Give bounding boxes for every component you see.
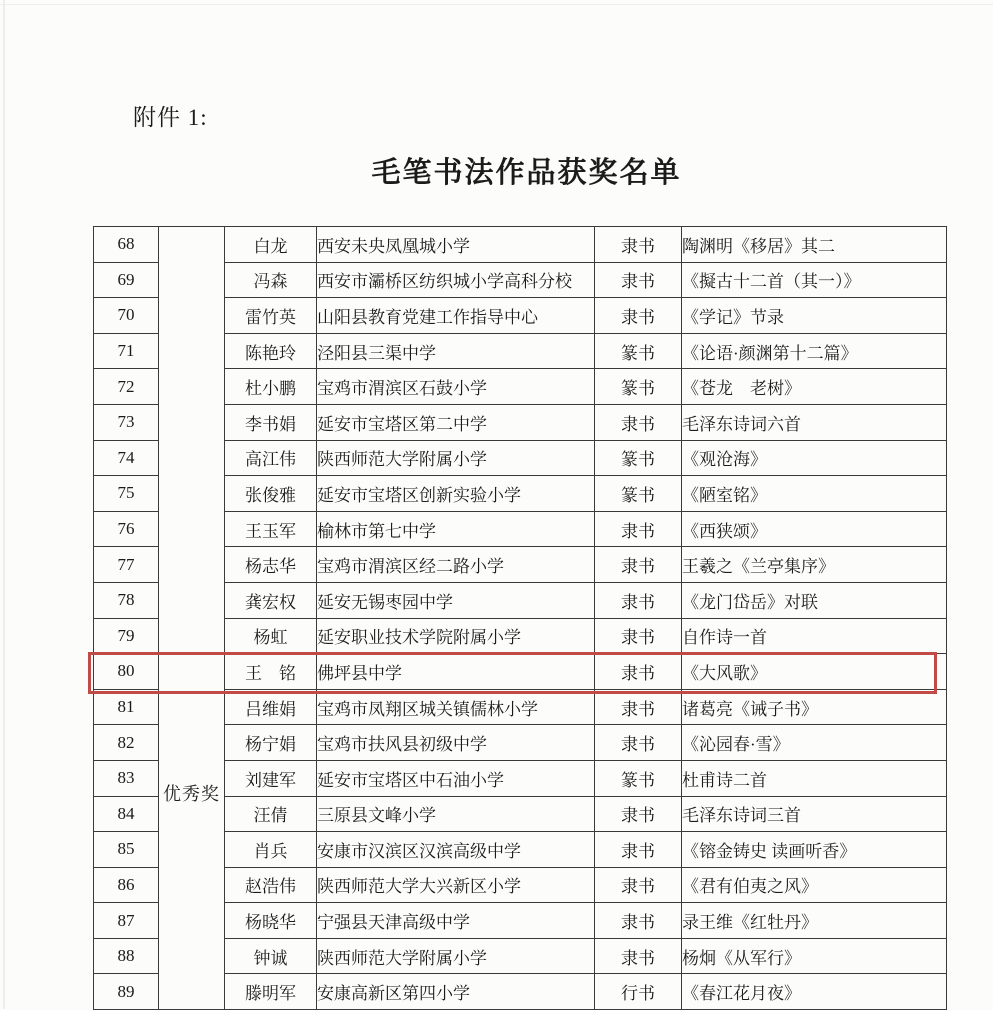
cell-script-style: 隶书 — [595, 404, 682, 440]
cell-work-title: 杜甫诗二首 — [682, 760, 947, 796]
cell-work-title: 《学记》节录 — [682, 298, 947, 334]
cell-row-number: 78 — [94, 582, 159, 618]
cell-winner-name: 杨志华 — [225, 547, 317, 583]
cell-script-style: 隶书 — [595, 832, 682, 868]
cell-winner-name: 滕明军 — [225, 974, 317, 1010]
cell-school: 山阳县教育党建工作指导中心 — [317, 298, 595, 334]
cell-school: 三原县文峰小学 — [317, 796, 595, 832]
scan-edge-artifact — [3, 0, 5, 1009]
cell-school: 宝鸡市扶风县初级中学 — [317, 725, 595, 761]
cell-winner-name: 高江伟 — [225, 440, 317, 476]
cell-work-title: 录王维《红牡丹》 — [682, 903, 947, 939]
cell-winner-name: 杨虹 — [225, 618, 317, 654]
cell-script-style: 隶书 — [595, 725, 682, 761]
scan-edge-artifact — [0, 4, 993, 5]
cell-work-title: 毛泽东诗词六首 — [682, 404, 947, 440]
cell-row-number: 85 — [94, 832, 159, 868]
cell-winner-name: 杜小鹏 — [225, 369, 317, 405]
cell-work-title: 《论语·颜渊第十二篇》 — [682, 333, 947, 369]
cell-script-style: 篆书 — [595, 333, 682, 369]
cell-script-style: 隶书 — [595, 689, 682, 725]
cell-school: 佛坪县中学 — [317, 654, 595, 690]
cell-script-style: 篆书 — [595, 760, 682, 796]
cell-winner-name: 龚宏权 — [225, 582, 317, 618]
cell-script-style: 隶书 — [595, 262, 682, 298]
table-row — [94, 227, 947, 263]
cell-row-number: 87 — [94, 903, 159, 939]
cell-winner-name: 李书娟 — [225, 404, 317, 440]
cell-school: 陕西师范大学附属小学 — [317, 440, 595, 476]
cell-work-title: 《镕金铸史 读画听香》 — [682, 832, 947, 868]
cell-school: 延安市宝塔区第二中学 — [317, 404, 595, 440]
cell-school: 榆林市第七中学 — [317, 511, 595, 547]
cell-work-title: 王羲之《兰亭集序》 — [682, 547, 947, 583]
award-category-label: 优秀奖 — [163, 784, 220, 804]
attachment-label: 附件 1: — [133, 105, 208, 130]
cell-script-style: 隶书 — [595, 298, 682, 334]
cell-school: 延安职业技术学院附属小学 — [317, 618, 595, 654]
cell-script-style: 隶书 — [595, 654, 682, 690]
cell-row-number: 68 — [94, 227, 159, 263]
cell-school: 宁强县天津高级中学 — [317, 903, 595, 939]
cell-script-style: 隶书 — [595, 547, 682, 583]
award-winners-table — [93, 226, 947, 1010]
cell-work-title: 《苍龙 老树》 — [682, 369, 947, 405]
cell-row-number: 89 — [94, 974, 159, 1010]
cell-row-number: 69 — [94, 262, 159, 298]
cell-row-number: 73 — [94, 404, 159, 440]
cell-work-title: 《观沧海》 — [682, 440, 947, 476]
cell-work-title: 《龙门岱岳》对联 — [682, 582, 947, 618]
cell-winner-name: 钟诚 — [225, 938, 317, 974]
cell-work-title: 《君有伯夷之风》 — [682, 867, 947, 903]
cell-winner-name: 刘建军 — [225, 760, 317, 796]
cell-script-style: 隶书 — [595, 796, 682, 832]
cell-script-style: 隶书 — [595, 511, 682, 547]
cell-row-number: 86 — [94, 867, 159, 903]
cell-row-number: 74 — [94, 440, 159, 476]
cell-work-title: 《西狭颂》 — [682, 511, 947, 547]
cell-winner-name: 杨宁娟 — [225, 725, 317, 761]
cell-winner-name: 陈艳玲 — [225, 333, 317, 369]
cell-winner-name: 王玉军 — [225, 511, 317, 547]
cell-row-number: 79 — [94, 618, 159, 654]
cell-school: 宝鸡市凤翔区城关镇儒林小学 — [317, 689, 595, 725]
cell-work-title: 杨炯《从军行》 — [682, 938, 947, 974]
cell-row-number: 80 — [94, 654, 159, 690]
cell-row-number: 72 — [94, 369, 159, 405]
cell-script-style: 隶书 — [595, 867, 682, 903]
cell-script-style: 行书 — [595, 974, 682, 1010]
cell-work-title: 毛泽东诗词三首 — [682, 796, 947, 832]
cell-school: 安康高新区第四小学 — [317, 974, 595, 1010]
cell-work-title: 陶渊明《移居》其二 — [682, 227, 947, 263]
cell-school: 西安市灞桥区纺织城小学高科分校 — [317, 262, 595, 298]
cell-row-number: 82 — [94, 725, 159, 761]
cell-work-title: 《陋室铭》 — [682, 476, 947, 512]
cell-winner-name: 赵浩伟 — [225, 867, 317, 903]
cell-winner-name: 白龙 — [225, 227, 317, 263]
cell-row-number: 76 — [94, 511, 159, 547]
cell-work-title: 《擬古十二首（其一）》 — [682, 262, 947, 298]
cell-school: 延安市宝塔区创新实验小学 — [317, 476, 595, 512]
cell-script-style: 隶书 — [595, 903, 682, 939]
cell-school: 延安市宝塔区中石油小学 — [317, 760, 595, 796]
cell-row-number: 71 — [94, 333, 159, 369]
cell-row-number: 88 — [94, 938, 159, 974]
cell-winner-name: 雷竹英 — [225, 298, 317, 334]
cell-work-title: 《大风歌》 — [682, 654, 947, 690]
cell-winner-name: 杨晓华 — [225, 903, 317, 939]
cell-row-number: 83 — [94, 760, 159, 796]
cell-script-style: 隶书 — [595, 227, 682, 263]
cell-script-style: 隶书 — [595, 582, 682, 618]
cell-work-title: 自作诗一首 — [682, 618, 947, 654]
cell-school: 陕西师范大学附属小学 — [317, 938, 595, 974]
cell-work-title: 《沁园春·雪》 — [682, 725, 947, 761]
cell-script-style: 篆书 — [595, 369, 682, 405]
cell-work-title: 诸葛亮《诫子书》 — [682, 689, 947, 725]
cell-winner-name: 吕维娟 — [225, 689, 317, 725]
cell-work-title: 《春江花月夜》 — [682, 974, 947, 1010]
cell-winner-name: 王 铭 — [225, 654, 317, 690]
page-title: 毛笔书法作品获奖名单 — [371, 157, 682, 189]
cell-script-style: 篆书 — [595, 440, 682, 476]
cell-row-number: 84 — [94, 796, 159, 832]
cell-winner-name: 张俊雅 — [225, 476, 317, 512]
cell-school: 宝鸡市渭滨区石鼓小学 — [317, 369, 595, 405]
cell-school: 陕西师范大学大兴新区小学 — [317, 867, 595, 903]
cell-script-style: 隶书 — [595, 938, 682, 974]
cell-school: 泾阳县三渠中学 — [317, 333, 595, 369]
cell-script-style: 隶书 — [595, 618, 682, 654]
cell-winner-name: 冯森 — [225, 262, 317, 298]
award-winners-table-body — [94, 227, 947, 1010]
cell-school: 延安无锡枣园中学 — [317, 582, 595, 618]
cell-row-number: 70 — [94, 298, 159, 334]
cell-school: 西安未央凤凰城小学 — [317, 227, 595, 263]
cell-script-style: 篆书 — [595, 476, 682, 512]
cell-row-number: 77 — [94, 547, 159, 583]
cell-row-number: 81 — [94, 689, 159, 725]
cell-award-category — [159, 227, 225, 1010]
cell-school: 宝鸡市渭滨区经二路小学 — [317, 547, 595, 583]
cell-row-number: 75 — [94, 476, 159, 512]
cell-winner-name: 汪倩 — [225, 796, 317, 832]
cell-winner-name: 肖兵 — [225, 832, 317, 868]
cell-school: 安康市汉滨区汉滨高级中学 — [317, 832, 595, 868]
